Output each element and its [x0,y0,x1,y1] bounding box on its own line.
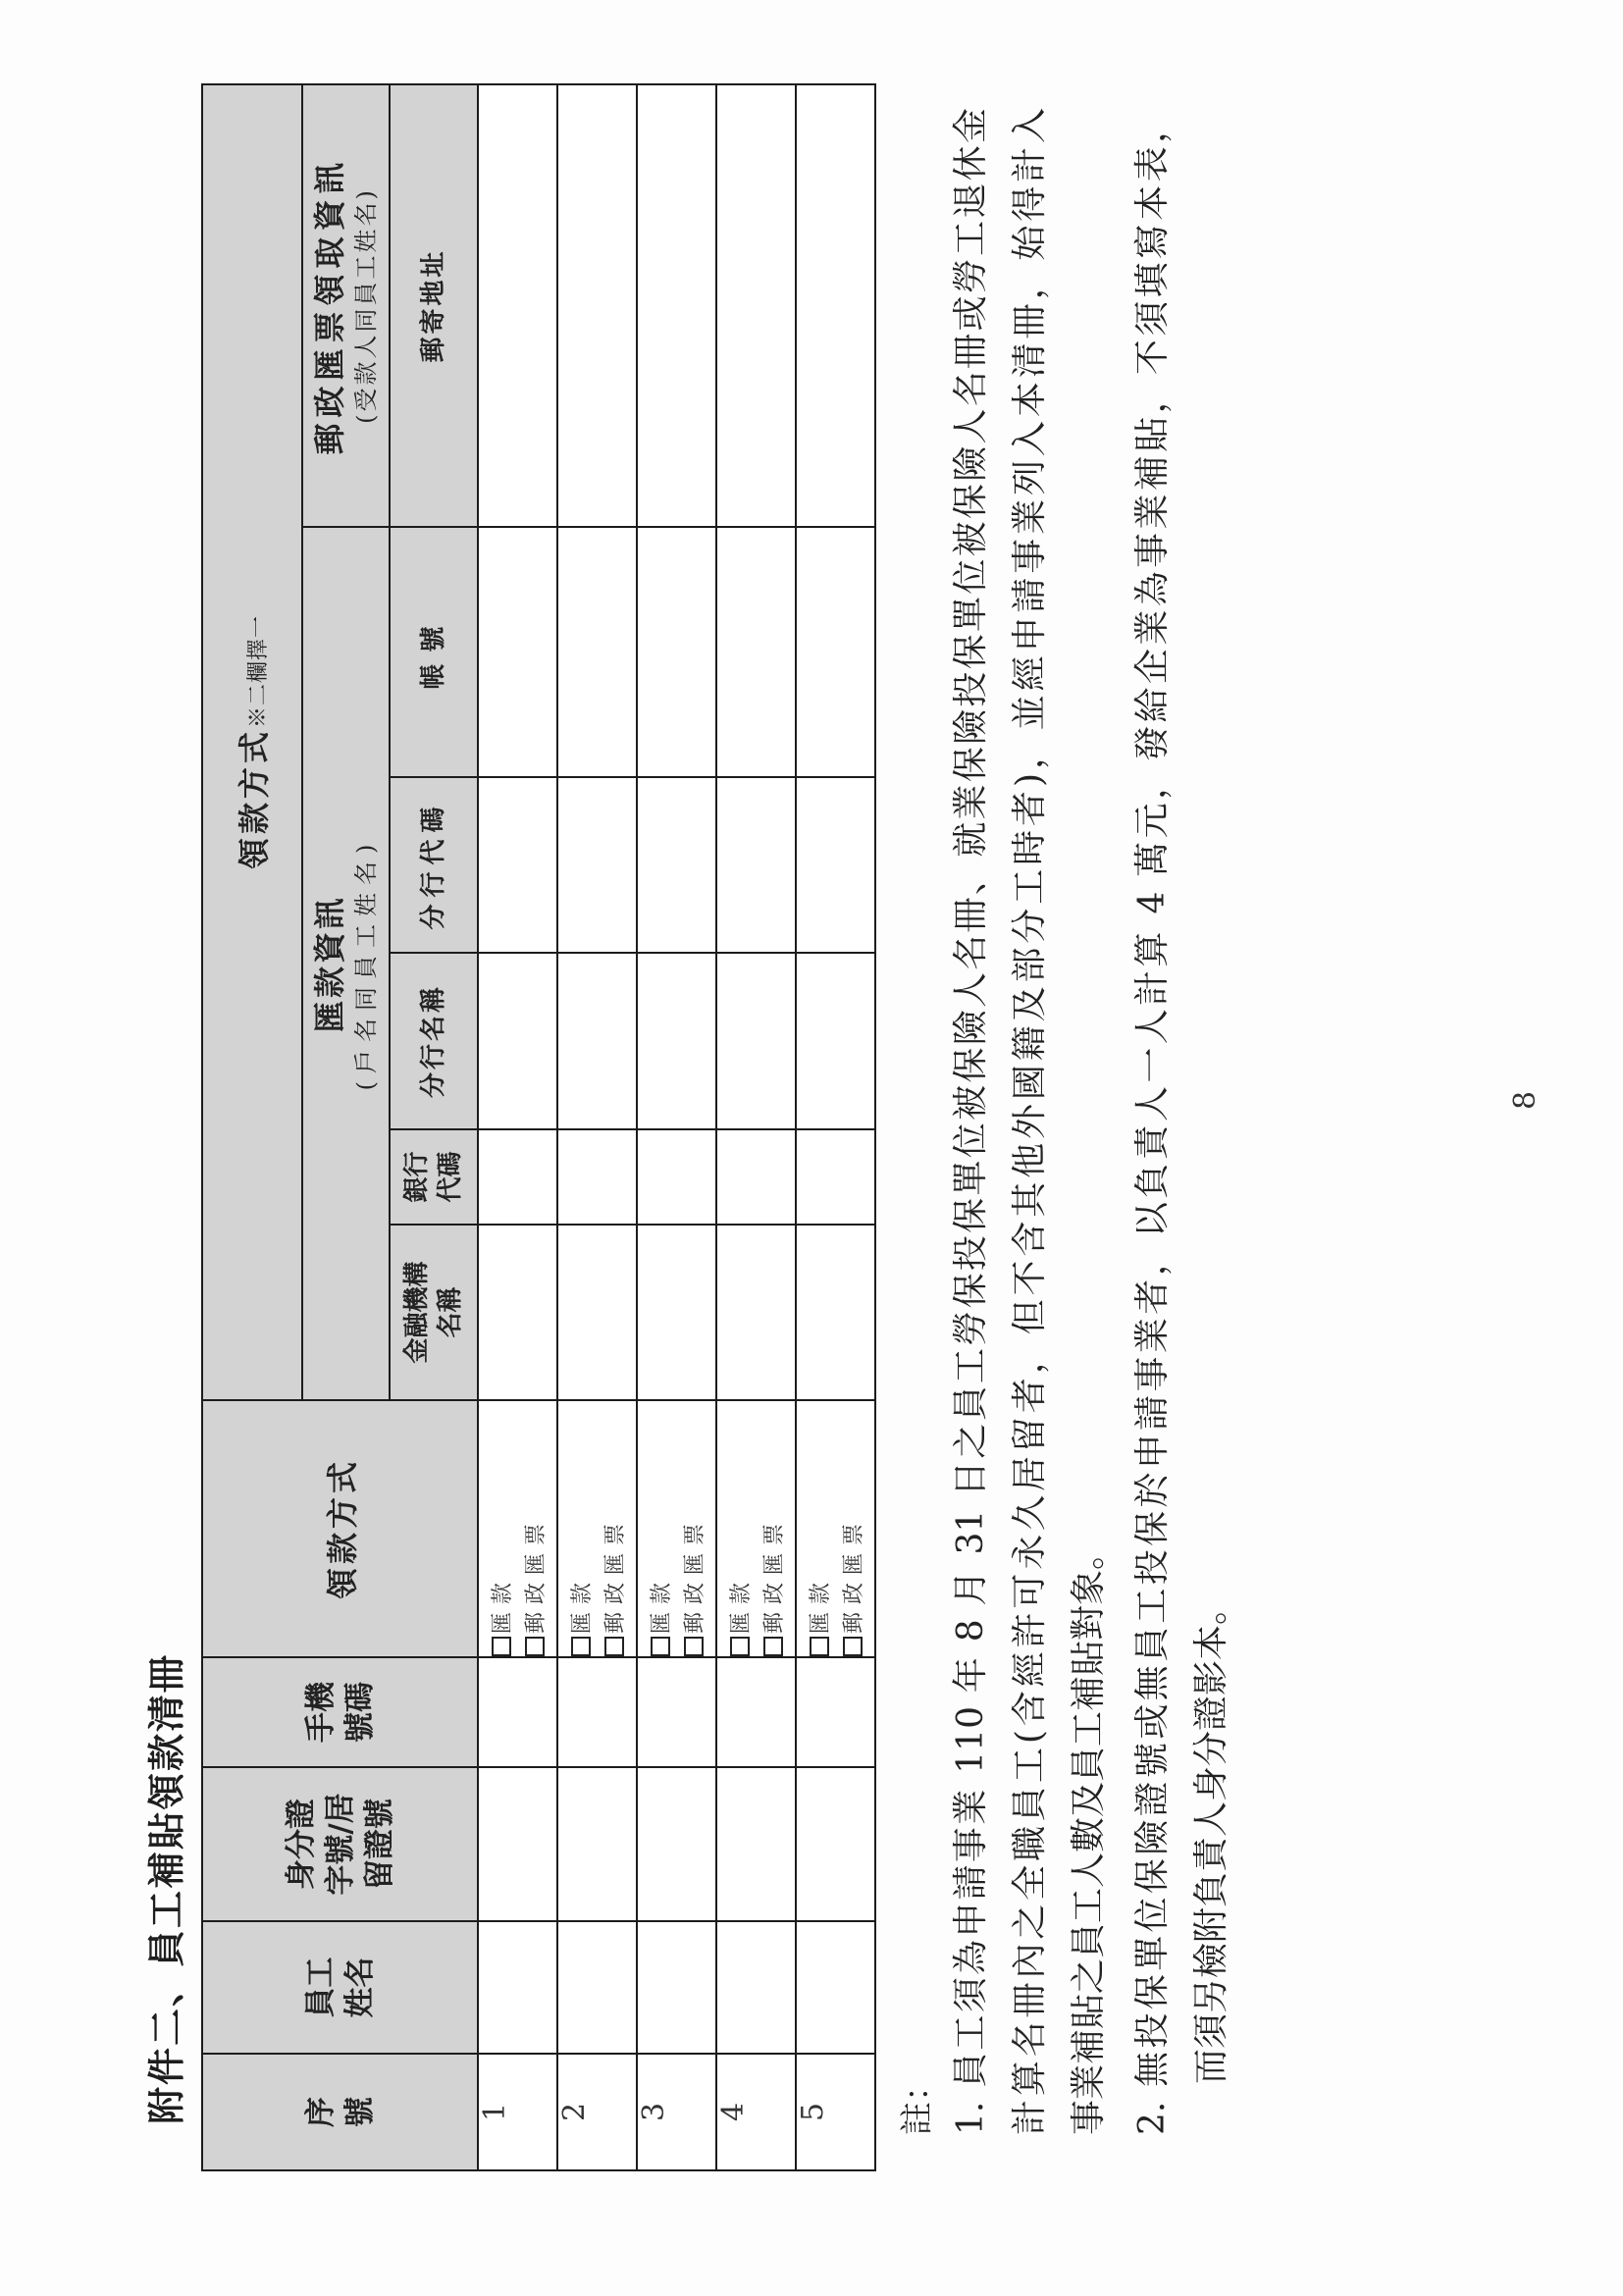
payment-option-label: 匯款 [729,1574,754,1634]
header-remittance-info [302,527,390,1400]
header-remittance-note: (戶名同員工姓名) [351,836,380,1091]
mobile-cell [557,1657,637,1767]
serial-cell [716,2054,796,2170]
header-account-number [390,527,478,777]
header-employee-name [202,1921,478,2054]
table-row [716,84,796,2170]
account-number-cell [637,527,716,777]
header-bank-code [390,1129,478,1225]
branch-code-cell [716,777,796,953]
account-number-cell [716,527,796,777]
payment-option-checkbox [684,1637,704,1656]
note-2-line: 而須另檢附負責人身分證影本。 [1191,1589,1231,2084]
payment-option-checkbox [730,1637,750,1656]
header-payment-group-note: ※二欄擇一 [246,614,271,728]
header-bank-name [390,1225,478,1400]
header-serial [202,2054,478,2170]
bank-code-cell [716,1129,796,1225]
branch-name-cell [557,953,637,1129]
serial-cell [796,2054,875,2170]
header-mobile [202,1657,478,1767]
bank-code-cell [796,1129,875,1225]
payment-option [757,1401,790,1656]
header-branch-name [390,953,478,1129]
payment-option-label: 郵政匯票 [603,1515,628,1634]
payment-method-cell [557,1400,637,1657]
bank-code-cell [478,1129,557,1225]
payment-option [518,1401,551,1656]
header-account-number-label: 帳號 [419,614,448,690]
payment-option-label: 匯款 [650,1574,674,1634]
bank-code-cell [637,1129,716,1225]
table-body [478,84,875,2170]
header-employee-name-label: 員工姓名 [302,1957,378,2018]
employee-name-cell [716,1921,796,2054]
serial-cell [637,2054,716,2170]
employee-name-cell [637,1921,716,2054]
payment-option [485,1401,518,1656]
branch-code-cell [637,777,716,953]
notes-section [893,108,1241,2135]
payment-option [598,1401,631,1656]
serial-cell [557,2054,637,2170]
serial-number: 2 [557,2102,592,2122]
header-mailing-address [390,84,478,527]
payment-option-label: 匯款 [809,1574,833,1634]
id-number-cell [716,1767,796,1921]
serial-number: 1 [478,2102,512,2122]
payment-option-checkbox [810,1637,829,1656]
payment-method-cell [478,1400,557,1657]
header-branch-code-label: 分行代碼 [419,800,448,930]
table-row [478,84,557,2170]
payment-option [803,1401,836,1656]
header-mobile-label: 手機號碼 [302,1682,378,1744]
payment-option-label: 匯款 [491,1574,515,1634]
bank-name-cell [716,1225,796,1400]
document-title: 附件二、員工補貼領款清冊 [144,1652,188,2124]
page-number: 8 [1508,1090,1543,1110]
header-postal-order-title: 郵政匯票領取資訊 [310,156,348,455]
header-payment-method [202,1400,478,1657]
payment-method-cell [637,1400,716,1657]
table-row [796,84,875,2170]
note-2 [1124,108,1241,2135]
serial-number: 3 [637,2102,671,2122]
id-number-cell [796,1767,875,1921]
note-1 [942,108,1119,2135]
header-remittance-title: 匯款資訊 [310,895,348,1033]
payment-option-checkbox [525,1637,545,1656]
payment-option-label: 郵政匯票 [524,1515,549,1634]
mobile-cell [796,1657,875,1767]
payment-option [564,1401,598,1656]
table-header [202,84,478,2170]
header-id-number [202,1767,478,1921]
payment-option-label: 匯款 [570,1574,595,1634]
branch-name-cell [796,953,875,1129]
header-payment-method-label: 領款方式 [323,1458,361,1600]
employee-payment-roster-table [201,83,876,2171]
serial-number: 4 [716,2102,751,2122]
mobile-cell [716,1657,796,1767]
payment-option-checkbox [763,1637,783,1656]
bank-name-cell [796,1225,875,1400]
payment-option [836,1401,869,1656]
bank-name-cell [557,1225,637,1400]
header-bank-code-label: 銀行代碼 [402,1151,465,1203]
payment-option [723,1401,757,1656]
branch-name-cell [478,953,557,1129]
mailing-address-cell [637,84,716,527]
header-serial-label: 序號 [302,2097,378,2127]
table-row [557,84,637,2170]
mailing-address-cell [796,84,875,527]
header-bank-name-label: 金融機構名稱 [402,1261,465,1364]
branch-name-cell [637,953,716,1129]
branch-code-cell [796,777,875,953]
mailing-address-cell [557,84,637,527]
payment-option-checkbox [571,1637,591,1656]
header-payment-group-title: 領款方式 [236,727,273,869]
branch-name-cell [716,953,796,1129]
table-row [637,84,716,2170]
mailing-address-cell [478,84,557,527]
payment-option-checkbox [604,1637,624,1656]
employee-name-cell [557,1921,637,2054]
mobile-cell [478,1657,557,1767]
note-1-line: 計算名冊內之全職員工(含經許可永久居留者，但不含其他外國籍及部分工時者)，並經申請事業列入本清冊，始得計入 [1010,108,1050,2135]
payment-option [644,1401,677,1656]
note-1-line: 1. 員工須為申請事業 110 年 8 月 31 日之員工勞保投保單位被保險人名冊、就業保險投保單位被保險人名冊或勞工退休金 [951,108,991,2135]
employee-name-cell [478,1921,557,2054]
mailing-address-cell [716,84,796,527]
note-2-line: 2. 無投保單位保險證號或無員工投保於申請事業者，以負責人一人計算 4 萬元，發給企業為事業補貼，不須填寫本表， [1132,108,1173,2135]
id-number-cell [557,1767,637,1921]
payment-option-label: 郵政匯票 [762,1515,787,1634]
payment-option-checkbox [651,1637,670,1656]
header-id-number-label: 身分證字號/居留證號 [283,1793,397,1896]
payment-option [677,1401,710,1656]
payment-option-label: 郵政匯票 [842,1515,866,1634]
header-postal-order-note: (受款人同員工姓名) [351,187,380,424]
header-row-1 [202,84,302,2170]
serial-cell [478,2054,557,2170]
header-mailing-address-label: 郵寄地址 [419,248,448,363]
payment-option-checkbox [492,1637,511,1656]
bank-name-cell [478,1225,557,1400]
branch-code-cell [557,777,637,953]
header-branch-name-label: 分行名稱 [419,984,448,1099]
id-number-cell [637,1767,716,1921]
branch-code-cell [478,777,557,953]
payment-option-label: 郵政匯票 [683,1515,707,1634]
header-branch-code [390,777,478,953]
account-number-cell [796,527,875,777]
employee-name-cell [796,1921,875,2054]
account-number-cell [557,527,637,777]
bank-name-cell [637,1225,716,1400]
note-1-line: 事業補貼之員工人數及員工補貼對象。 [1069,1534,1109,2135]
bank-code-cell [557,1129,637,1225]
account-number-cell [478,527,557,777]
mobile-cell [637,1657,716,1767]
id-number-cell [478,1767,557,1921]
header-postal-order-info [302,84,390,527]
payment-method-cell [796,1400,875,1657]
notes-label: 註： [898,2068,937,2135]
header-payment-group [202,84,302,1400]
serial-number: 5 [796,2102,830,2122]
payment-option-checkbox [843,1637,863,1656]
payment-method-cell [716,1400,796,1657]
